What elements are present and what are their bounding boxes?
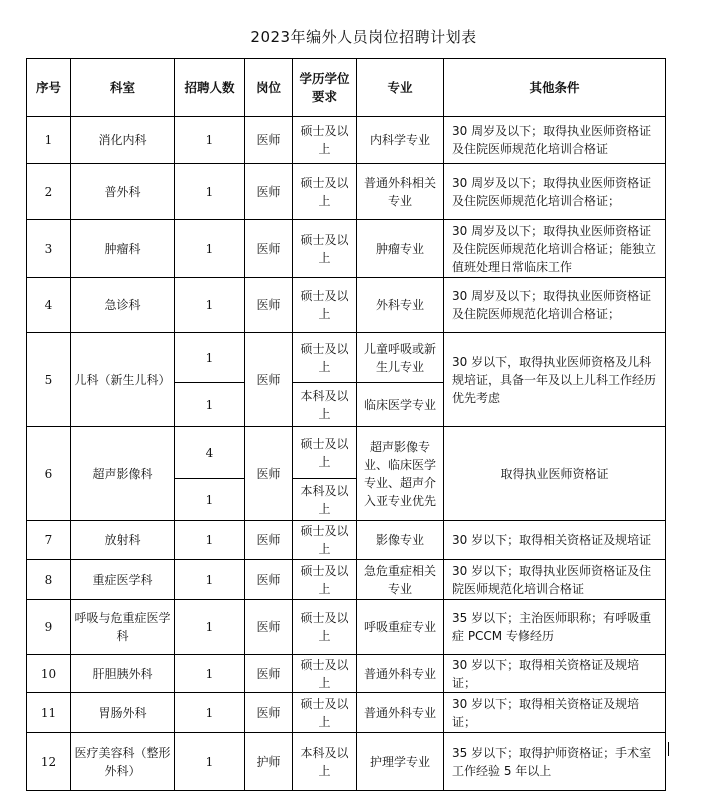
header-count: 招聘人数 [175, 59, 245, 117]
cell-other: 35 岁以下；主治医师职称；有呼吸重症 PCCM 专修经历 [444, 600, 666, 655]
cell-major: 普通外科专业 [357, 693, 444, 733]
cell-post: 医师 [245, 427, 293, 521]
cell-seq: 5 [27, 333, 71, 427]
cell-post: 医师 [245, 117, 293, 164]
cell-seq: 2 [27, 164, 71, 220]
cell-degree: 硕士及以上 [293, 521, 357, 560]
cell-seq: 7 [27, 521, 71, 560]
header-other: 其他条件 [444, 59, 666, 117]
cell-degree: 硕士及以上 [293, 117, 357, 164]
cursor-mark [668, 742, 669, 756]
cell-other: 30 岁以下；取得相关资格证及规培证； [444, 693, 666, 733]
cell-dept: 普外科 [71, 164, 175, 220]
cell-dept: 儿科（新生儿科） [71, 333, 175, 427]
cell-dept: 医疗美容科（整形外科） [71, 733, 175, 791]
cell-major: 临床医学专业 [357, 383, 444, 427]
header-seq: 序号 [27, 59, 71, 117]
cell-dept: 肝胆胰外科 [71, 655, 175, 693]
cell-degree: 硕士及以上 [293, 220, 357, 278]
cell-count: 1 [175, 117, 245, 164]
recruitment-table [26, 58, 666, 791]
cell-degree: 硕士及以上 [293, 693, 357, 733]
cell-count: 1 [175, 655, 245, 693]
cell-major: 急危重症相关专业 [357, 560, 444, 600]
table-row [27, 693, 666, 733]
table-row [27, 220, 666, 278]
table-row [27, 427, 666, 479]
table-row [27, 655, 666, 693]
cell-degree: 硕士及以上 [293, 164, 357, 220]
cell-seq: 8 [27, 560, 71, 600]
cell-degree: 硕士及以上 [293, 278, 357, 333]
table-row [27, 560, 666, 600]
cell-other: 30 周岁及以下；取得执业医师资格证及住院医师规范化培训合格证； [444, 278, 666, 333]
cell-post: 医师 [245, 560, 293, 600]
cell-post: 医师 [245, 333, 293, 427]
table-row [27, 278, 666, 333]
cell-dept: 胃肠外科 [71, 693, 175, 733]
cell-major: 普通外科专业 [357, 655, 444, 693]
cell-count: 1 [175, 693, 245, 733]
cell-degree: 硕士及以上 [293, 333, 357, 383]
table-row [27, 600, 666, 655]
cell-count: 1 [175, 278, 245, 333]
cell-other: 30 周岁及以下；取得执业医师资格证及住院医师规范化培训合格证；能独立值班处理日常临床工作 [444, 220, 666, 278]
cell-major: 普通外科相关专业 [357, 164, 444, 220]
cell-dept: 超声影像科 [71, 427, 175, 521]
cell-dept: 消化内科 [71, 117, 175, 164]
cell-count: 1 [175, 733, 245, 791]
cell-degree: 本科及以上 [293, 479, 357, 521]
cell-other: 30 岁以下；取得执业医师资格证及住院医师规范化培训合格证 [444, 560, 666, 600]
cell-degree: 硕士及以上 [293, 600, 357, 655]
cell-dept: 呼吸与危重症医学科 [71, 600, 175, 655]
cell-count: 1 [175, 521, 245, 560]
cell-seq: 9 [27, 600, 71, 655]
cell-dept: 放射科 [71, 521, 175, 560]
cell-post: 医师 [245, 278, 293, 333]
cell-other: 取得执业医师资格证 [444, 427, 666, 521]
cell-degree: 本科及以上 [293, 383, 357, 427]
cell-other: 35 岁以下；取得护师资格证；手术室工作经验 5 年以上 [444, 733, 666, 791]
cell-seq: 11 [27, 693, 71, 733]
cell-post: 医师 [245, 600, 293, 655]
cell-count: 1 [175, 479, 245, 521]
header-dept: 科室 [71, 59, 175, 117]
table-row [27, 521, 666, 560]
header-post: 岗位 [245, 59, 293, 117]
cell-major: 肿瘤专业 [357, 220, 444, 278]
cell-post: 医师 [245, 164, 293, 220]
cell-major: 护理学专业 [357, 733, 444, 791]
cell-dept: 急诊科 [71, 278, 175, 333]
cell-major: 儿童呼吸或新生儿专业 [357, 333, 444, 383]
cell-count: 1 [175, 220, 245, 278]
cell-seq: 3 [27, 220, 71, 278]
cell-other: 30 周岁及以下；取得执业医师资格证及住院医师规范化培训合格证； [444, 164, 666, 220]
cell-other: 30 周岁及以下；取得执业医师资格证及住院医师规范化培训合格证 [444, 117, 666, 164]
cell-seq: 1 [27, 117, 71, 164]
table-row [27, 117, 666, 164]
table-row [27, 733, 666, 791]
cell-major: 外科专业 [357, 278, 444, 333]
header-major: 专业 [357, 59, 444, 117]
cell-post: 医师 [245, 220, 293, 278]
cell-dept: 肿瘤科 [71, 220, 175, 278]
table-row [27, 333, 666, 383]
cell-post: 医师 [245, 521, 293, 560]
cell-degree: 硕士及以上 [293, 655, 357, 693]
cell-major: 呼吸重症专业 [357, 600, 444, 655]
cell-seq: 4 [27, 278, 71, 333]
page-title: 2023年编外人员岗位招聘计划表 [250, 28, 477, 46]
cell-count: 4 [175, 427, 245, 479]
cell-count: 1 [175, 383, 245, 427]
header-degree: 学历学位要求 [293, 59, 357, 117]
cell-count: 1 [175, 164, 245, 220]
cell-degree: 本科及以上 [293, 733, 357, 791]
header-row [27, 59, 666, 117]
cell-major: 影像专业 [357, 521, 444, 560]
cell-post: 医师 [245, 655, 293, 693]
cell-seq: 12 [27, 733, 71, 791]
cell-count: 1 [175, 600, 245, 655]
cell-seq: 10 [27, 655, 71, 693]
cell-dept: 重症医学科 [71, 560, 175, 600]
table-row [27, 164, 666, 220]
cell-post: 医师 [245, 693, 293, 733]
cell-other: 30 岁以下，取得执业医师资格及儿科规培证，具备一年及以上儿科工作经历优先考虑 [444, 333, 666, 427]
cell-other: 30 岁以下；取得相关资格证及规培证 [444, 521, 666, 560]
cell-degree: 硕士及以上 [293, 560, 357, 600]
cell-degree: 硕士及以上 [293, 427, 357, 479]
cell-count: 1 [175, 560, 245, 600]
cell-major: 内科学专业 [357, 117, 444, 164]
cell-post: 护师 [245, 733, 293, 791]
cell-count: 1 [175, 333, 245, 383]
cell-other: 30 岁以下；取得相关资格证及规培证； [444, 655, 666, 693]
cell-major: 超声影像专业、临床医学专业、超声介入亚专业优先 [357, 427, 444, 521]
cell-seq: 6 [27, 427, 71, 521]
